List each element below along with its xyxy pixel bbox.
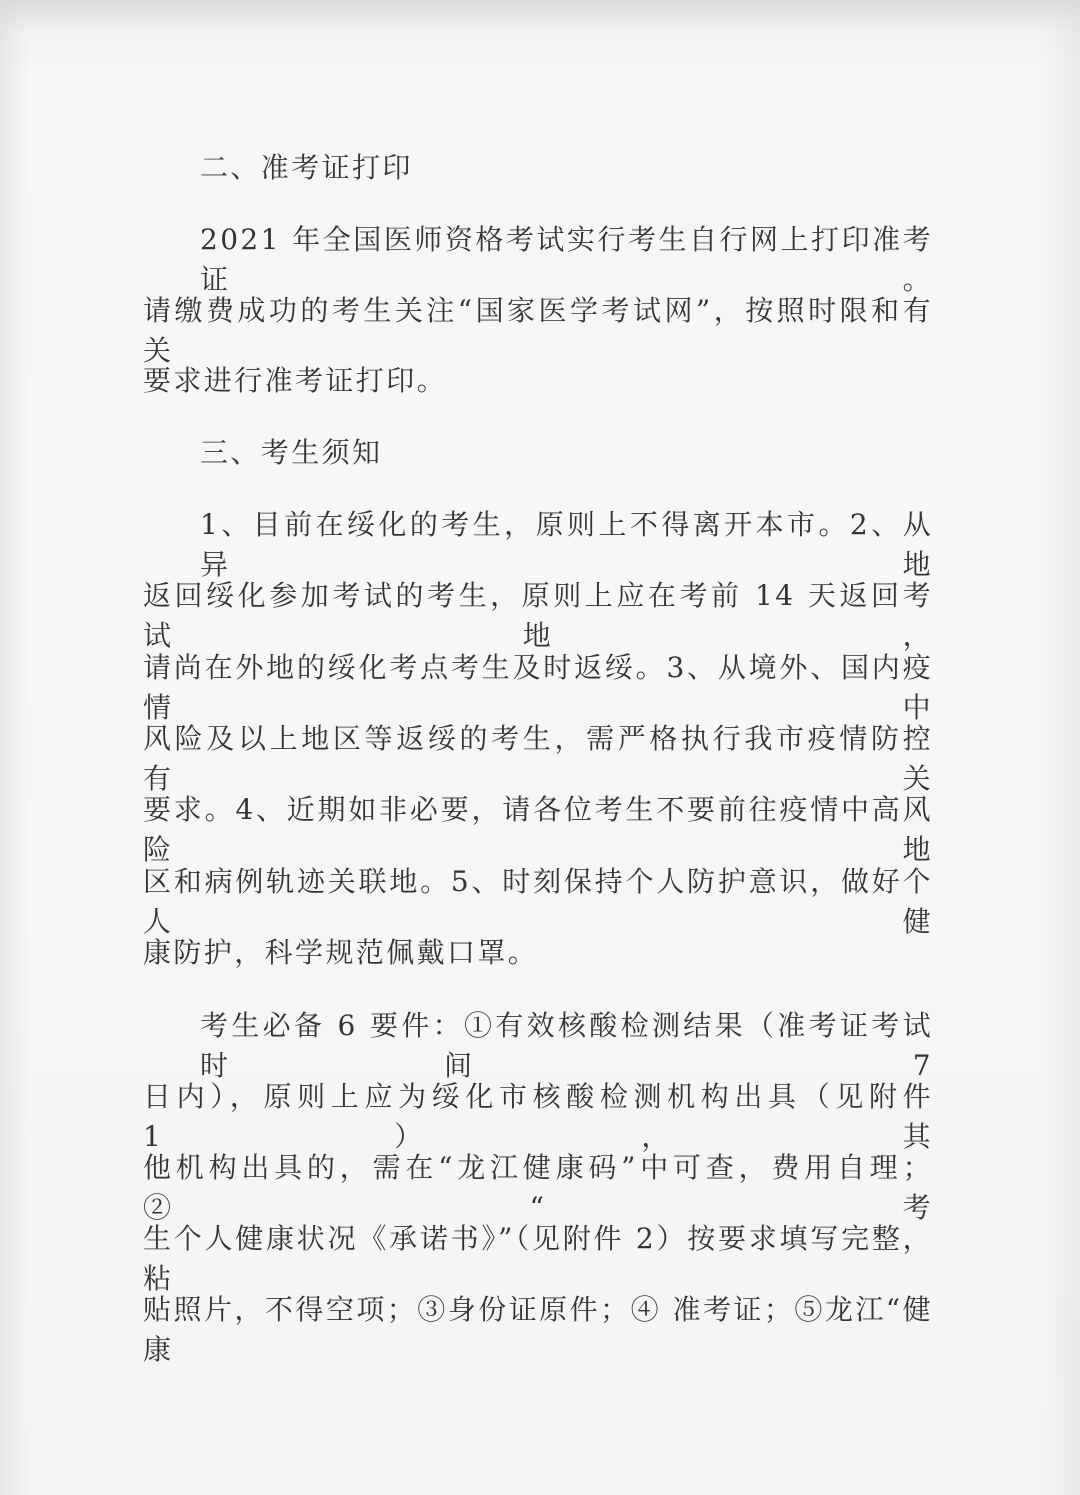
paragraph-line: 返回绥化参加考试的考生，原则上应在考前 14 天返回考试地，: [143, 579, 933, 652]
paragraph-line: 要求。4、近期如非必要，请各位考生不要前往疫情中高风险地: [143, 793, 933, 866]
section-heading-candidate-notice: 三、考生须知: [200, 436, 383, 469]
paragraph-line: 康防护，科学规范佩戴口罩。: [143, 936, 539, 969]
paragraph-line: 他机构出具的，需在“龙江健康码”中可查，费用自理；②“考: [143, 1151, 933, 1224]
paragraph-line: 贴照片，不得空项；③身份证原件；④ 准考证；⑤龙江“健康: [143, 1293, 933, 1366]
section-heading-admission-ticket: 二、准考证打印: [200, 151, 413, 184]
paragraph-line: 考生必备 6 要件：①有效核酸检测结果（准考证考试时间 7: [200, 1009, 933, 1082]
paragraph-line: 1、目前在绥化的考生，原则上不得离开本市。2、从异地: [200, 508, 933, 581]
paragraph-line: 请缴费成功的考生关注“国家医学考试网”，按照时限和有关: [143, 294, 933, 367]
paragraph-line: 要求进行准考证打印。: [143, 364, 448, 397]
paragraph-line: 日内），原则上应为绥化市核酸检测机构出具（见附件 1），其: [143, 1080, 933, 1153]
paragraph-line: 2021 年全国医师资格考试实行考生自行网上打印准考证。: [200, 223, 933, 296]
paragraph-line: 生个人健康状况《承诺书》”（见附件 2）按要求填写完整，粘: [143, 1222, 933, 1295]
paragraph-line: 请尚在外地的绥化考点考生及时返绥。3、从境外、国内疫情中: [143, 651, 933, 724]
paragraph-line: 风险及以上地区等返绥的考生，需严格执行我市疫情防控有关: [143, 722, 933, 795]
paragraph-line: 区和病例轨迹关联地。5、时刻保持个人防护意识，做好个人健: [143, 865, 933, 938]
